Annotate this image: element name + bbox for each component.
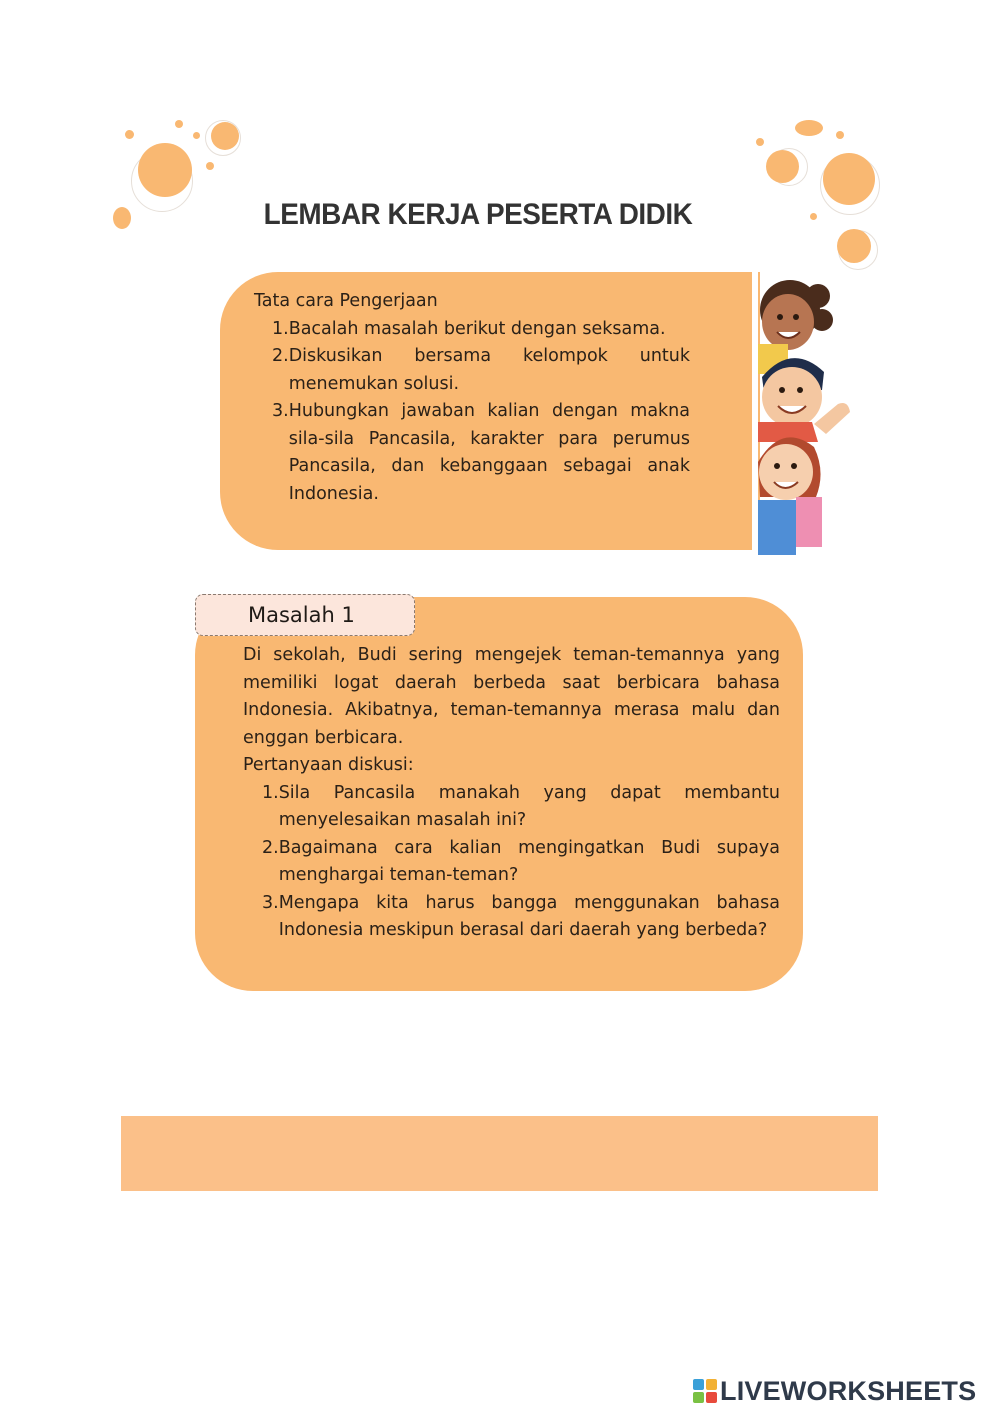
problem-story: Di sekolah, Budi sering mengejek teman-temannya yang memiliki logat daerah berbeda saat berbicara bahasa Indonesia. Akibatnya, teman-temannya merasa malu dan enggan berbicara. bbox=[243, 645, 780, 748]
step-number: 1. bbox=[272, 318, 289, 339]
step-text: Hubungkan jawaban kalian dengan makna sila-sila Pancasila, karakter para perumus Pancasila, dan kebanggaan sebagai anak Indonesia. bbox=[288, 401, 690, 504]
liveworksheets-brand[interactable] bbox=[693, 1375, 976, 1407]
step-number: 3. bbox=[272, 401, 289, 421]
instructions-heading: Tata cara Pengerjaan bbox=[254, 291, 438, 311]
step-text: Bacalah masalah berikut dengan seksama. bbox=[288, 318, 666, 339]
instruction-step bbox=[272, 316, 690, 344]
question-item bbox=[262, 890, 780, 945]
question-number: 2. bbox=[262, 837, 279, 858]
problem-content bbox=[243, 642, 780, 945]
question-item bbox=[262, 780, 780, 835]
answer-band[interactable] bbox=[121, 1116, 878, 1191]
instructions-content bbox=[254, 288, 690, 508]
page-title: LEMBAR KERJA PESERTA DIDIK bbox=[263, 198, 693, 231]
question-number: 1. bbox=[262, 782, 279, 803]
questions-heading: Pertanyaan diskusi: bbox=[243, 755, 414, 775]
question-number: 3. bbox=[262, 892, 279, 913]
step-text: Diskusikan bersama kelompok untuk menemukan solusi. bbox=[288, 346, 690, 394]
brand-text: LIVEWORKSHEETS bbox=[720, 1375, 977, 1406]
question-text: Bagaimana cara kalian mengingatkan Budi supaya menghargai teman-teman? bbox=[278, 837, 780, 885]
problem-tab-label: Masalah 1 bbox=[195, 594, 415, 636]
question-text: Mengapa kita harus bangga menggunakan bahasa Indonesia meskipun berasal dari daerah yang berbeda? bbox=[278, 892, 780, 940]
instruction-step bbox=[272, 398, 690, 508]
question-text: Sila Pancasila manakah yang dapat membantu menyelesaikan masalah ini? bbox=[278, 782, 780, 830]
liveworksheets-logo-icon bbox=[693, 1379, 717, 1403]
step-number: 2. bbox=[272, 346, 289, 366]
instruction-step bbox=[272, 343, 690, 398]
question-item bbox=[262, 835, 780, 890]
children-illustration-icon bbox=[752, 272, 862, 557]
